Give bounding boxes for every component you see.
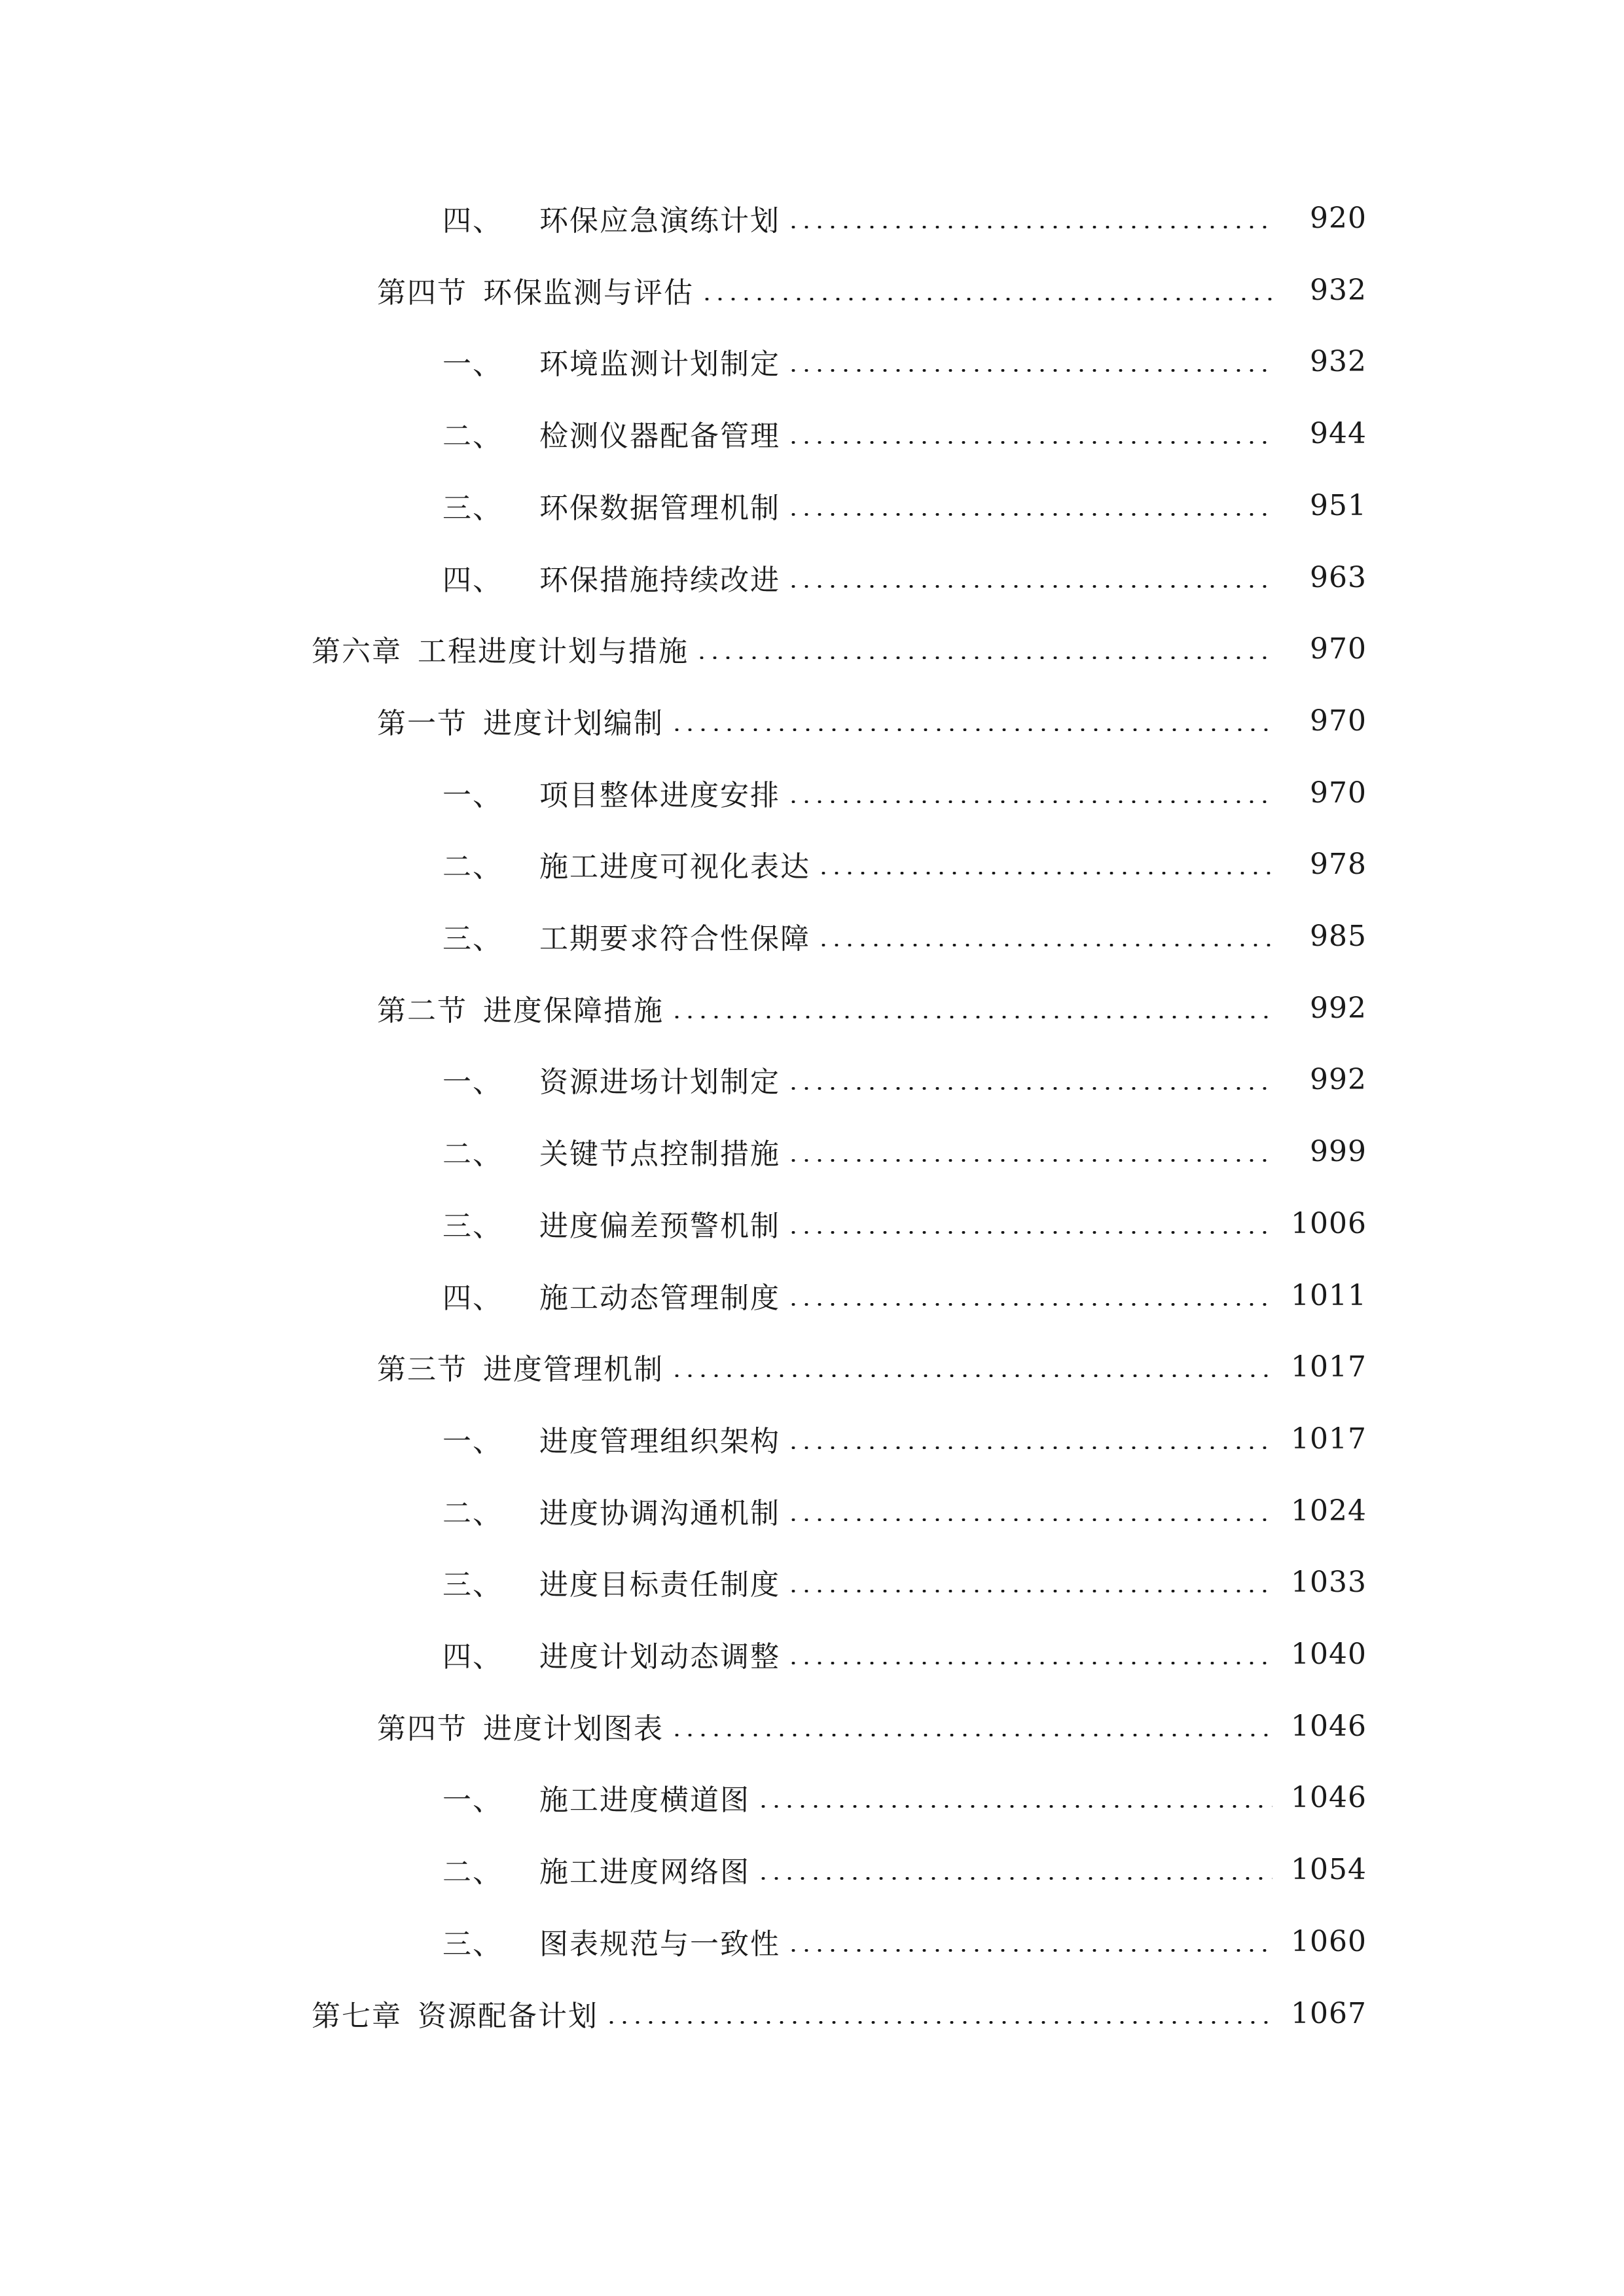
dot-leader (787, 1159, 1272, 1162)
toc-entry[interactable] (0, 1197, 1624, 1249)
toc-entry-page: 1011 (1291, 1278, 1367, 1312)
toc-entry-page: 1060 (1291, 1924, 1367, 1958)
toc-entry-number: 三、 (442, 1928, 503, 1961)
dot-leader (817, 944, 1272, 946)
dot-leader (787, 1662, 1272, 1664)
toc-entry-text: 关键节点控制措施 (539, 1138, 780, 1171)
dot-leader (787, 369, 1272, 372)
toc-entry-page: 1017 (1291, 1350, 1367, 1384)
toc-entry-number: 第四节 (377, 276, 467, 310)
toc-entry[interactable] (0, 1053, 1624, 1105)
toc-entry-title (442, 1561, 780, 1603)
toc-entry[interactable] (0, 407, 1624, 459)
dot-leader (787, 1949, 1272, 1952)
dot-leader (670, 728, 1272, 731)
dot-leader (787, 1231, 1272, 1234)
toc-entry-text: 检测仪器配备管理 (539, 420, 780, 453)
toc-entry-title (442, 915, 810, 957)
toc-entry[interactable] (0, 694, 1624, 747)
toc-entry-page: 992 (1310, 991, 1367, 1025)
toc-entry-page: 944 (1310, 416, 1367, 450)
dot-leader (695, 656, 1272, 659)
toc-entry-title (312, 1992, 598, 2034)
toc-entry-text: 工程进度计划与措施 (418, 635, 689, 668)
toc-entry-page: 951 (1310, 488, 1367, 522)
toc-entry[interactable] (0, 1556, 1624, 1608)
toc-entry-title (442, 1274, 780, 1316)
toc-entry-text: 进度保障措施 (483, 994, 664, 1028)
toc-entry-page: 1046 (1291, 1709, 1367, 1743)
toc-entry-text: 进度目标责任制度 (539, 1568, 780, 1602)
toc-entry-title (442, 197, 780, 239)
dot-leader (605, 2021, 1272, 2024)
dot-leader (787, 513, 1272, 516)
toc-entry[interactable] (0, 622, 1624, 675)
toc-entry-text: 资源配备计划 (418, 2000, 598, 2033)
toc-entry-text: 进度协调沟通机制 (539, 1497, 780, 1530)
toc-entry-number: 三、 (442, 922, 503, 956)
dot-leader (787, 800, 1272, 803)
toc-entry-title (377, 987, 664, 1029)
toc-entry-page: 970 (1310, 776, 1367, 810)
toc-entry-page: 963 (1310, 560, 1367, 594)
toc-entry-text: 环保措施持续改进 (539, 564, 780, 597)
toc-entry-page: 932 (1310, 273, 1367, 307)
toc-entry-number: 第四节 (377, 1712, 467, 1746)
dot-leader (787, 1518, 1272, 1521)
toc-entry[interactable] (0, 766, 1624, 819)
toc-entry-text: 环境监测计划制定 (539, 348, 780, 381)
toc-entry-title (442, 340, 780, 382)
toc-entry-number: 四、 (442, 204, 503, 238)
dot-leader (670, 1016, 1272, 1018)
toc-entry-number: 二、 (442, 1138, 503, 1171)
toc-entry-title (442, 1920, 780, 1962)
toc-entry-page: 1040 (1291, 1637, 1367, 1671)
toc-entry-title (442, 1776, 750, 1818)
toc-entry[interactable] (0, 982, 1624, 1034)
toc-entry-number: 二、 (442, 850, 503, 884)
toc-entry-text: 资源进场计划制定 (539, 1066, 780, 1099)
toc-entry-title (377, 269, 694, 311)
toc-entry-text: 工期要求符合性保障 (539, 922, 810, 956)
dot-leader (700, 298, 1272, 300)
toc-entry-title (442, 1202, 780, 1244)
toc-entry-number: 一、 (442, 779, 503, 812)
toc-entry[interactable] (0, 192, 1624, 244)
toc-entry-number: 四、 (442, 1640, 503, 1674)
dot-leader (787, 226, 1272, 228)
dot-leader (787, 585, 1272, 588)
toc-entry-page: 992 (1310, 1062, 1367, 1096)
toc-entry-text: 环保数据管理机制 (539, 492, 780, 525)
toc-entry-page: 920 (1310, 201, 1367, 235)
toc-entry[interactable] (0, 1843, 1624, 1895)
toc-entry-title (442, 1633, 780, 1675)
dot-leader (787, 1087, 1272, 1090)
toc-entry[interactable] (0, 838, 1624, 890)
toc-entry-text: 施工动态管理制度 (539, 1282, 780, 1315)
toc-entry-title (442, 412, 780, 454)
toc-entry-number: 三、 (442, 1210, 503, 1243)
toc-entry-page: 999 (1310, 1134, 1367, 1168)
toc-entry[interactable] (0, 910, 1624, 962)
toc-entry-title (442, 1848, 750, 1890)
toc-entry-text: 进度管理组织架构 (539, 1425, 780, 1458)
toc-entry-page: 1067 (1291, 1996, 1367, 2030)
dot-leader (787, 1303, 1272, 1306)
toc-entry-number: 第三节 (377, 1353, 467, 1386)
toc-entry-page: 1033 (1291, 1565, 1367, 1599)
toc-entry[interactable] (0, 551, 1624, 603)
toc-entry-title (442, 1058, 780, 1100)
toc-entry-text: 项目整体进度安排 (539, 779, 780, 812)
toc-entry-number: 第一节 (377, 707, 467, 740)
toc-entry-text: 施工进度网络图 (539, 1856, 750, 1889)
toc-entry[interactable] (0, 1700, 1624, 1752)
toc-entry[interactable] (0, 335, 1624, 387)
toc-entry-title (442, 1490, 780, 1532)
toc-entry-text: 进度管理机制 (483, 1353, 664, 1386)
dot-leader (757, 1877, 1272, 1880)
toc-entry-title (442, 843, 810, 885)
toc-entry[interactable] (0, 1484, 1624, 1537)
toc-entry-title (312, 628, 689, 670)
toc-entry[interactable] (0, 1987, 1624, 2039)
toc-entry-text: 进度计划图表 (483, 1712, 664, 1746)
toc-entry-number: 第二节 (377, 994, 467, 1028)
toc-entry-page: 970 (1310, 632, 1367, 666)
toc-entry-number: 二、 (442, 1497, 503, 1530)
toc-entry-title (377, 700, 664, 742)
toc-entry-text: 图表规范与一致性 (539, 1928, 780, 1961)
toc-entry[interactable] (0, 264, 1624, 316)
toc-entry-number: 三、 (442, 1568, 503, 1602)
toc-entry-text: 环保监测与评估 (483, 276, 694, 310)
toc-entry[interactable] (0, 1771, 1624, 1823)
toc-entry-number: 一、 (442, 348, 503, 381)
toc-entry-text: 环保应急演练计划 (539, 204, 780, 238)
dot-leader (670, 1374, 1272, 1377)
toc-entry-title (442, 484, 780, 526)
toc-entry-page: 978 (1310, 847, 1367, 881)
toc-entry-page: 932 (1310, 344, 1367, 378)
toc-entry-title (442, 556, 780, 598)
toc-entry-page: 985 (1310, 919, 1367, 953)
dot-leader (817, 872, 1272, 874)
toc-entry-number: 四、 (442, 564, 503, 597)
toc-entry[interactable] (0, 1125, 1624, 1177)
toc-entry[interactable] (0, 1915, 1624, 1967)
dot-leader (670, 1734, 1272, 1736)
toc-entry-number: 三、 (442, 492, 503, 525)
dot-leader (787, 1446, 1272, 1449)
toc-entry-text: 进度计划动态调整 (539, 1640, 780, 1674)
toc-entry-text: 施工进度横道图 (539, 1784, 750, 1817)
toc-entry-page: 1054 (1291, 1852, 1367, 1886)
toc-entry-page: 1024 (1291, 1494, 1367, 1528)
toc-entry-title (442, 772, 780, 814)
toc-entry-number: 一、 (442, 1784, 503, 1817)
toc-entry-number: 第七章 (312, 2000, 402, 2033)
toc-entry-text: 进度偏差预警机制 (539, 1210, 780, 1243)
dot-leader (787, 1590, 1272, 1592)
toc-entry[interactable] (0, 1628, 1624, 1680)
toc-entry-page: 1017 (1291, 1422, 1367, 1456)
toc-entry[interactable] (0, 1412, 1624, 1465)
toc-entry-page: 1006 (1291, 1206, 1367, 1240)
dot-leader (757, 1805, 1272, 1808)
toc-entry-page: 970 (1310, 704, 1367, 738)
toc-entry-number: 一、 (442, 1425, 503, 1458)
toc-entry-page: 1046 (1291, 1780, 1367, 1814)
toc-entry-title (377, 1705, 664, 1747)
toc-entry-number: 四、 (442, 1282, 503, 1315)
toc-entry[interactable] (0, 1269, 1624, 1321)
dot-leader (787, 441, 1272, 444)
toc-entry-number: 第六章 (312, 635, 402, 668)
toc-entry[interactable] (0, 1340, 1624, 1393)
toc-entry-number: 二、 (442, 1856, 503, 1889)
toc-entry-title (377, 1346, 664, 1388)
toc-entry-title (442, 1418, 780, 1460)
toc-entry-title (442, 1130, 780, 1172)
toc-entry-text: 施工进度可视化表达 (539, 850, 810, 884)
toc-entry[interactable] (0, 479, 1624, 531)
toc-entry-text: 进度计划编制 (483, 707, 664, 740)
toc-entry-number: 一、 (442, 1066, 503, 1099)
toc-entry-number: 二、 (442, 420, 503, 453)
